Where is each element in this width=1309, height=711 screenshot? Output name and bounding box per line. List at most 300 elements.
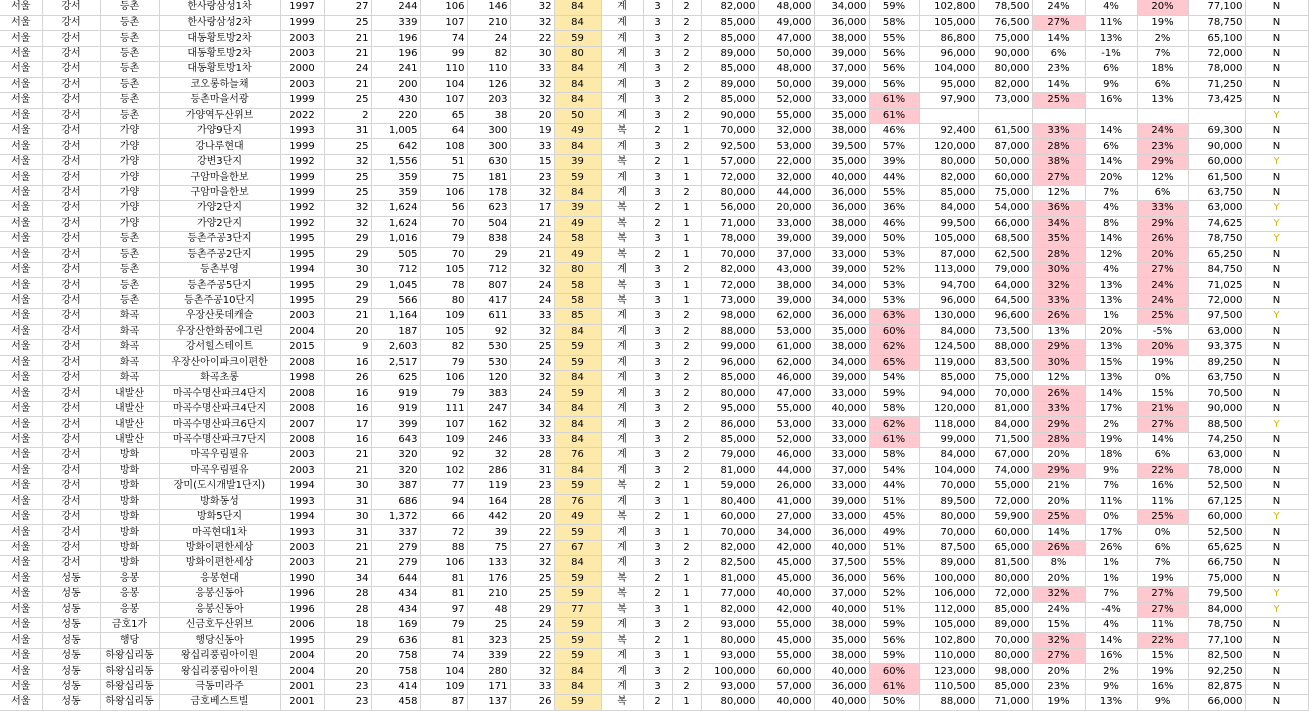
cell-type[interactable]: 복 [601,232,643,247]
cell-dong[interactable]: 가양 [100,154,159,169]
cell-baths[interactable]: 2 [672,448,701,463]
cell-upside[interactable]: 25% [1137,309,1188,324]
cell-district[interactable]: 강서 [42,371,100,386]
cell-price[interactable]: 96,000 [701,355,758,370]
cell-jeonse[interactable]: 37,000 [758,247,814,262]
cell-high-price[interactable]: 84,000 [919,324,978,339]
cell-jeonse[interactable]: 50,000 [758,77,814,92]
cell-households[interactable]: 279 [371,540,420,555]
cell-district[interactable]: 성동 [42,602,100,617]
cell-low-price[interactable] [978,108,1032,123]
cell-upside[interactable]: 19% [1137,664,1188,679]
cell-gap[interactable]: 40,000 [814,695,869,710]
cell-low-price[interactable]: 90,000 [978,46,1032,61]
cell-dong[interactable]: 행당 [100,633,159,648]
cell-area[interactable]: 109 [420,309,467,324]
cell-complex-name[interactable]: 등촌주공2단지 [159,247,280,262]
cell-dong[interactable]: 가양 [100,201,159,216]
cell-baths[interactable]: 2 [672,386,701,401]
cell-jeonse[interactable]: 41,000 [758,494,814,509]
cell-type[interactable]: 복 [601,278,643,293]
cell-jeonse[interactable]: 20,000 [758,201,814,216]
cell-high-price[interactable]: 120,000 [919,139,978,154]
cell-rise[interactable]: 20% [1032,571,1085,586]
cell-households[interactable]: 434 [371,602,420,617]
cell-area[interactable]: 106 [420,185,467,200]
cell-pyeong[interactable]: 25 [510,340,554,355]
cell-rise[interactable]: 28% [1032,432,1085,447]
cell-households[interactable]: 636 [371,633,420,648]
cell-type[interactable]: 계 [601,93,643,108]
cell-price[interactable]: 60,000 [701,509,758,524]
cell-region[interactable]: 서울 [0,371,42,386]
cell-year[interactable]: 1992 [280,216,324,231]
cell-jeonse[interactable]: 34,000 [758,525,814,540]
cell-pyeong[interactable]: 33 [510,139,554,154]
cell-unit-count[interactable]: 75 [467,540,510,555]
cell-dong[interactable]: 내발산 [100,386,159,401]
cell-district[interactable]: 성동 [42,618,100,633]
cell-complex-name[interactable]: 한사랑삼성1차 [159,0,280,15]
cell-region[interactable]: 서울 [0,633,42,648]
cell-jeonse[interactable]: 52,000 [758,93,814,108]
cell-type[interactable]: 계 [601,463,643,478]
cell-size[interactable]: 84 [554,93,601,108]
cell-type[interactable]: 계 [601,340,643,355]
cell-low-price[interactable]: 60,000 [978,525,1032,540]
cell-flag[interactable]: Y [1245,108,1308,123]
cell-target[interactable]: 73,425 [1188,93,1245,108]
cell-price[interactable]: 82,000 [701,262,758,277]
cell-target[interactable]: 69,300 [1188,124,1245,139]
cell-households[interactable]: 712 [371,262,420,277]
cell-region[interactable]: 서울 [0,31,42,46]
cell-ratio[interactable]: 58% [869,15,919,30]
cell-age[interactable]: 28 [324,587,371,602]
cell-rise[interactable]: 19% [1032,695,1085,710]
cell-size[interactable]: 84 [554,679,601,694]
cell-ratio[interactable]: 51% [869,494,919,509]
cell-baths[interactable]: 2 [672,618,701,633]
cell-ratio[interactable]: 59% [869,618,919,633]
cell-type[interactable]: 계 [601,108,643,123]
cell-year[interactable]: 1999 [280,170,324,185]
cell-gap[interactable]: 37,000 [814,62,869,77]
cell-complex-name[interactable]: 가양2단지 [159,216,280,231]
cell-baths[interactable]: 1 [672,232,701,247]
cell-age[interactable]: 23 [324,695,371,710]
cell-jeonse[interactable]: 22,000 [758,154,814,169]
cell-high-price[interactable]: 99,000 [919,432,978,447]
cell-upside[interactable]: 6% [1137,448,1188,463]
cell-gap[interactable]: 40,000 [814,540,869,555]
cell-price[interactable]: 80,000 [701,185,758,200]
cell-rooms[interactable]: 3 [643,262,672,277]
cell-pyeong[interactable]: 32 [510,556,554,571]
cell-age[interactable]: 2 [324,108,371,123]
cell-baths[interactable]: 2 [672,15,701,30]
cell-gap[interactable]: 37,500 [814,556,869,571]
cell-complex-name[interactable]: 등촌부영 [159,262,280,277]
cell-year[interactable]: 1993 [280,525,324,540]
cell-gap[interactable]: 39,000 [814,46,869,61]
cell-unit-count[interactable]: 530 [467,340,510,355]
cell-unit-count[interactable]: 120 [467,371,510,386]
cell-high-price[interactable]: 118,000 [919,417,978,432]
cell-gap[interactable]: 34,000 [814,278,869,293]
cell-year[interactable]: 1993 [280,494,324,509]
cell-baths[interactable]: 2 [672,540,701,555]
cell-households[interactable]: 458 [371,695,420,710]
cell-age[interactable]: 30 [324,509,371,524]
cell-region[interactable]: 서울 [0,401,42,416]
cell-jeonse[interactable]: 50,000 [758,46,814,61]
cell-size[interactable]: 59 [554,695,601,710]
cell-unit-count[interactable]: 286 [467,463,510,478]
cell-households[interactable]: 1,624 [371,201,420,216]
cell-flag[interactable]: N [1245,293,1308,308]
cell-area[interactable]: 80 [420,293,467,308]
cell-households[interactable]: 241 [371,62,420,77]
cell-gap[interactable]: 36,000 [814,15,869,30]
cell-low-price[interactable]: 85,000 [978,602,1032,617]
cell-area[interactable]: 70 [420,247,467,262]
cell-rise[interactable]: 23% [1032,679,1085,694]
cell-rooms[interactable]: 3 [643,15,672,30]
cell-area[interactable]: 82 [420,340,467,355]
cell-area[interactable]: 74 [420,31,467,46]
cell-ratio[interactable]: 39% [869,154,919,169]
cell-high-price[interactable]: 95,000 [919,77,978,92]
cell-change[interactable]: 1% [1085,556,1137,571]
cell-rooms[interactable]: 3 [643,602,672,617]
cell-district[interactable]: 성동 [42,571,100,586]
cell-complex-name[interactable]: 강변3단지 [159,154,280,169]
cell-ratio[interactable]: 62% [869,417,919,432]
cell-rooms[interactable]: 3 [643,417,672,432]
cell-size[interactable]: 59 [554,648,601,663]
cell-rise[interactable]: 27% [1032,15,1085,30]
cell-ratio[interactable]: 44% [869,479,919,494]
cell-dong[interactable]: 등촌 [100,108,159,123]
cell-upside[interactable]: 29% [1137,216,1188,231]
cell-baths[interactable]: 1 [672,633,701,648]
cell-low-price[interactable]: 98,000 [978,664,1032,679]
cell-district[interactable]: 성동 [42,679,100,694]
cell-year[interactable]: 1996 [280,587,324,602]
cell-area[interactable]: 109 [420,679,467,694]
cell-jeonse[interactable]: 48,000 [758,62,814,77]
cell-target[interactable]: 82,875 [1188,679,1245,694]
cell-ratio[interactable]: 58% [869,401,919,416]
cell-price[interactable]: 99,000 [701,340,758,355]
cell-area[interactable]: 56 [420,201,467,216]
cell-baths[interactable]: 2 [672,262,701,277]
cell-target[interactable]: 72,000 [1188,293,1245,308]
cell-low-price[interactable]: 70,000 [978,633,1032,648]
cell-price[interactable]: 72,000 [701,278,758,293]
cell-change[interactable]: 13% [1085,371,1137,386]
cell-rise[interactable]: 26% [1032,309,1085,324]
cell-rise[interactable]: 23% [1032,62,1085,77]
cell-jeonse[interactable]: 53,000 [758,324,814,339]
cell-size[interactable]: 84 [554,371,601,386]
cell-pyeong[interactable]: 24 [510,386,554,401]
cell-pyeong[interactable]: 25 [510,571,554,586]
cell-target[interactable]: 84,000 [1188,602,1245,617]
cell-households[interactable]: 919 [371,386,420,401]
cell-change[interactable]: 7% [1085,479,1137,494]
cell-price[interactable]: 93,000 [701,618,758,633]
cell-dong[interactable]: 등촌 [100,293,159,308]
cell-ratio[interactable]: 54% [869,371,919,386]
cell-age[interactable]: 21 [324,463,371,478]
cell-year[interactable]: 1999 [280,15,324,30]
cell-households[interactable]: 1,164 [371,309,420,324]
cell-pyeong[interactable]: 24 [510,293,554,308]
cell-size[interactable]: 59 [554,340,601,355]
cell-region[interactable]: 서울 [0,340,42,355]
cell-size[interactable]: 84 [554,15,601,30]
cell-gap[interactable]: 33,000 [814,417,869,432]
cell-complex-name[interactable]: 마곡우림필유 [159,463,280,478]
cell-high-price[interactable]: 99,500 [919,216,978,231]
cell-change[interactable]: 13% [1085,278,1137,293]
cell-age[interactable]: 20 [324,324,371,339]
cell-unit-count[interactable]: 48 [467,602,510,617]
cell-region[interactable]: 서울 [0,509,42,524]
cell-change[interactable]: 16% [1085,648,1137,663]
cell-pyeong[interactable]: 23 [510,170,554,185]
cell-age[interactable]: 32 [324,216,371,231]
cell-change[interactable]: 14% [1085,232,1137,247]
cell-type[interactable]: 계 [601,262,643,277]
cell-jeonse[interactable]: 55,000 [758,648,814,663]
cell-dong[interactable]: 등촌 [100,262,159,277]
cell-price[interactable]: 88,000 [701,324,758,339]
cell-size[interactable]: 84 [554,417,601,432]
cell-price[interactable]: 82,000 [701,602,758,617]
cell-change[interactable]: 20% [1085,324,1137,339]
cell-baths[interactable]: 2 [672,185,701,200]
cell-price[interactable]: 80,000 [701,633,758,648]
cell-year[interactable]: 1990 [280,571,324,586]
cell-ratio[interactable]: 59% [869,386,919,401]
cell-year[interactable]: 2004 [280,664,324,679]
cell-target[interactable]: 63,750 [1188,371,1245,386]
cell-target[interactable]: 82,500 [1188,648,1245,663]
cell-rooms[interactable]: 3 [643,46,672,61]
cell-unit-count[interactable]: 126 [467,77,510,92]
cell-jeonse[interactable]: 45,000 [758,556,814,571]
cell-year[interactable]: 1996 [280,602,324,617]
cell-rise[interactable]: 29% [1032,417,1085,432]
cell-region[interactable]: 서울 [0,324,42,339]
cell-target[interactable]: 72,000 [1188,46,1245,61]
cell-district[interactable]: 강서 [42,31,100,46]
cell-age[interactable]: 25 [324,170,371,185]
cell-rise[interactable]: 24% [1032,602,1085,617]
cell-pyeong[interactable]: 28 [510,494,554,509]
cell-complex-name[interactable]: 우장산아이파크이편한 [159,355,280,370]
cell-target[interactable] [1188,108,1245,123]
cell-target[interactable]: 63,750 [1188,185,1245,200]
cell-year[interactable]: 2003 [280,46,324,61]
cell-region[interactable]: 서울 [0,664,42,679]
cell-change[interactable]: 14% [1085,154,1137,169]
cell-unit-count[interactable]: 92 [467,324,510,339]
cell-rise[interactable]: 35% [1032,232,1085,247]
cell-ratio[interactable]: 36% [869,201,919,216]
cell-price[interactable]: 82,500 [701,556,758,571]
cell-flag[interactable]: N [1245,247,1308,262]
cell-area[interactable]: 88 [420,540,467,555]
cell-price[interactable]: 57,000 [701,154,758,169]
cell-low-price[interactable]: 84,000 [978,417,1032,432]
cell-dong[interactable]: 등촌 [100,62,159,77]
cell-unit-count[interactable]: 630 [467,154,510,169]
cell-unit-count[interactable]: 383 [467,386,510,401]
cell-low-price[interactable]: 60,000 [978,170,1032,185]
cell-unit-count[interactable]: 611 [467,309,510,324]
cell-high-price[interactable]: 94,700 [919,278,978,293]
cell-baths[interactable]: 2 [672,355,701,370]
cell-unit-count[interactable]: 146 [467,0,510,15]
cell-households[interactable]: 320 [371,463,420,478]
cell-age[interactable]: 29 [324,278,371,293]
cell-size[interactable]: 84 [554,185,601,200]
cell-price[interactable]: 89,000 [701,77,758,92]
cell-flag[interactable]: N [1245,463,1308,478]
cell-households[interactable]: 359 [371,185,420,200]
cell-rise[interactable]: 33% [1032,293,1085,308]
cell-price[interactable]: 86,000 [701,417,758,432]
cell-target[interactable]: 75,000 [1188,571,1245,586]
cell-complex-name[interactable]: 방화이편한세상 [159,556,280,571]
cell-unit-count[interactable]: 623 [467,201,510,216]
cell-complex-name[interactable]: 행당신동아 [159,633,280,648]
cell-unit-count[interactable]: 442 [467,509,510,524]
cell-low-price[interactable]: 64,000 [978,278,1032,293]
cell-dong[interactable]: 가양 [100,170,159,185]
cell-low-price[interactable]: 88,000 [978,340,1032,355]
cell-type[interactable]: 계 [601,448,643,463]
cell-price[interactable]: 82,000 [701,540,758,555]
cell-age[interactable]: 16 [324,432,371,447]
cell-rooms[interactable]: 3 [643,664,672,679]
cell-baths[interactable]: 2 [672,371,701,386]
cell-area[interactable]: 79 [420,355,467,370]
cell-area[interactable]: 74 [420,648,467,663]
cell-flag[interactable]: N [1245,618,1308,633]
cell-change[interactable]: 6% [1085,139,1137,154]
cell-ratio[interactable]: 60% [869,664,919,679]
cell-area[interactable]: 105 [420,262,467,277]
cell-change[interactable]: 2% [1085,417,1137,432]
cell-baths[interactable]: 1 [672,247,701,262]
cell-unit-count[interactable]: 176 [467,571,510,586]
cell-low-price[interactable]: 73,500 [978,324,1032,339]
cell-district[interactable]: 강서 [42,309,100,324]
cell-complex-name[interactable]: 마곡현대1차 [159,525,280,540]
cell-rooms[interactable]: 3 [643,93,672,108]
cell-pyeong[interactable]: 31 [510,463,554,478]
cell-households[interactable]: 686 [371,494,420,509]
cell-baths[interactable]: 2 [672,46,701,61]
cell-size[interactable]: 49 [554,509,601,524]
cell-age[interactable]: 29 [324,633,371,648]
cell-target[interactable]: 60,000 [1188,509,1245,524]
cell-unit-count[interactable]: 530 [467,355,510,370]
cell-gap[interactable]: 34,000 [814,355,869,370]
cell-price[interactable]: 81,000 [701,571,758,586]
cell-jeonse[interactable]: 26,000 [758,479,814,494]
cell-area[interactable]: 99 [420,46,467,61]
cell-region[interactable]: 서울 [0,201,42,216]
cell-baths[interactable]: 2 [672,0,701,15]
cell-area[interactable]: 105 [420,324,467,339]
cell-region[interactable]: 서울 [0,648,42,663]
cell-complex-name[interactable]: 방화동성 [159,494,280,509]
cell-region[interactable]: 서울 [0,108,42,123]
cell-age[interactable]: 31 [324,124,371,139]
cell-rooms[interactable]: 3 [643,371,672,386]
cell-flag[interactable]: N [1245,494,1308,509]
cell-rooms[interactable]: 3 [643,0,672,15]
cell-type[interactable]: 계 [601,62,643,77]
cell-size[interactable]: 59 [554,479,601,494]
cell-low-price[interactable]: 71,500 [978,432,1032,447]
cell-baths[interactable]: 2 [672,679,701,694]
cell-type[interactable]: 계 [601,309,643,324]
cell-year[interactable]: 1995 [280,247,324,262]
cell-rise[interactable] [1032,108,1085,123]
cell-rooms[interactable]: 3 [643,448,672,463]
cell-upside[interactable]: 18% [1137,62,1188,77]
cell-size[interactable]: 59 [554,386,601,401]
cell-high-price[interactable]: 80,000 [919,154,978,169]
cell-jeonse[interactable]: 44,000 [758,463,814,478]
cell-low-price[interactable]: 72,000 [978,587,1032,602]
cell-rise[interactable]: 33% [1032,124,1085,139]
cell-complex-name[interactable]: 강나루현대 [159,139,280,154]
cell-low-price[interactable]: 87,000 [978,139,1032,154]
cell-ratio[interactable]: 50% [869,695,919,710]
cell-unit-count[interactable]: 178 [467,185,510,200]
cell-high-price[interactable]: 70,000 [919,479,978,494]
cell-flag[interactable]: N [1245,479,1308,494]
cell-district[interactable]: 강서 [42,93,100,108]
cell-target[interactable]: 77,100 [1188,633,1245,648]
cell-dong[interactable]: 금호1가 [100,618,159,633]
cell-age[interactable]: 32 [324,201,371,216]
cell-high-price[interactable]: 84,000 [919,201,978,216]
cell-price[interactable]: 70,000 [701,124,758,139]
cell-dong[interactable]: 하왕십리동 [100,695,159,710]
cell-type[interactable]: 계 [601,355,643,370]
cell-dong[interactable]: 내발산 [100,401,159,416]
cell-flag[interactable]: Y [1245,417,1308,432]
cell-unit-count[interactable]: 24 [467,31,510,46]
cell-pyeong[interactable]: 32 [510,664,554,679]
cell-pyeong[interactable]: 25 [510,633,554,648]
cell-complex-name[interactable]: 신금호두산위브 [159,618,280,633]
cell-price[interactable]: 80,400 [701,494,758,509]
cell-baths[interactable]: 1 [672,479,701,494]
cell-target[interactable]: 61,500 [1188,170,1245,185]
cell-target[interactable]: 74,625 [1188,216,1245,231]
cell-pyeong[interactable]: 22 [510,31,554,46]
